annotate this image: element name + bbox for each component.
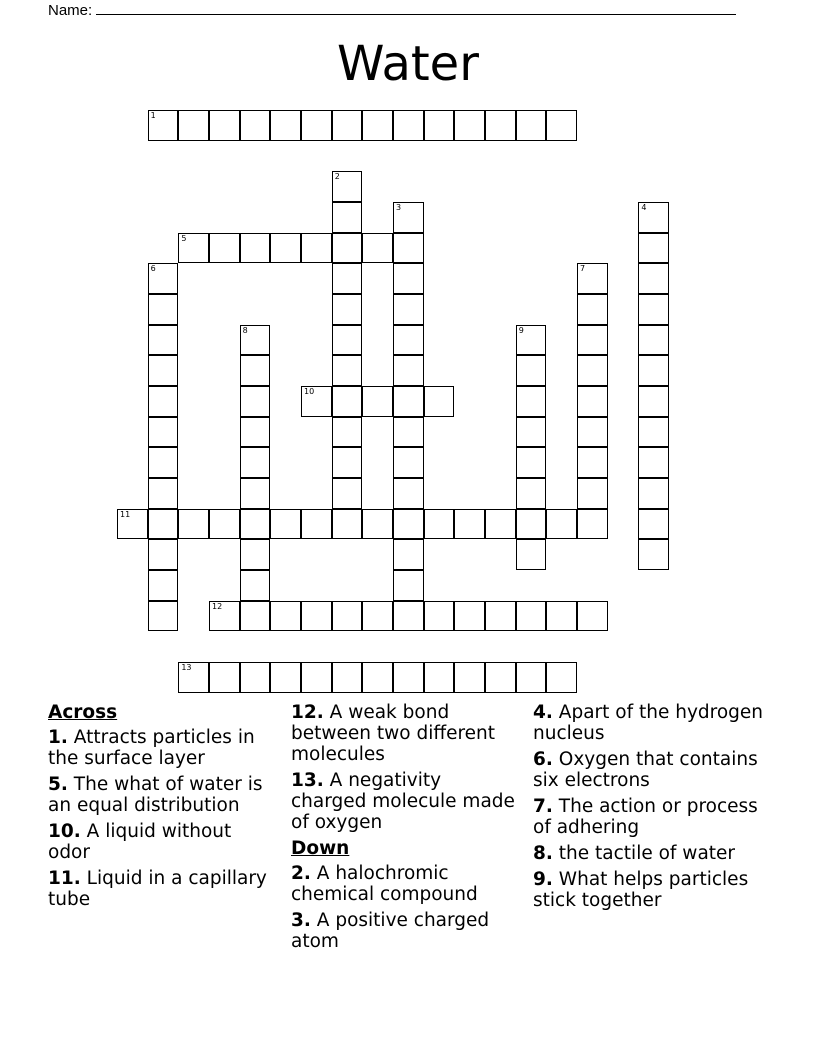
grid-cell[interactable] <box>454 662 485 693</box>
clue-number: 10 <box>304 387 315 397</box>
grid-cell[interactable] <box>148 386 179 417</box>
grid-cell[interactable] <box>424 601 455 632</box>
grid-cell[interactable] <box>301 233 332 264</box>
grid-cell[interactable] <box>638 509 669 540</box>
grid-cell[interactable] <box>638 386 669 417</box>
grid-cell[interactable] <box>516 601 547 632</box>
grid-cell[interactable] <box>577 263 608 294</box>
grid-cell[interactable] <box>393 539 424 570</box>
grid-cell[interactable] <box>240 355 271 386</box>
grid-cell[interactable] <box>362 110 393 141</box>
grid-cell[interactable] <box>332 171 363 202</box>
grid-cell[interactable] <box>362 662 393 693</box>
clue-column-1 <box>48 702 278 915</box>
clue-across-1: 1. Attracts particles in the surface layer <box>48 727 255 769</box>
puzzle-title: Water <box>337 36 479 92</box>
grid-cell[interactable] <box>638 202 669 233</box>
grid-cell[interactable] <box>546 601 577 632</box>
grid-cell[interactable] <box>209 110 240 141</box>
grid-cell[interactable] <box>240 386 271 417</box>
clue-number: 5 <box>181 233 187 243</box>
grid-cell[interactable] <box>148 355 179 386</box>
grid-cell[interactable] <box>270 233 301 264</box>
grid-cell[interactable] <box>393 570 424 601</box>
grid-cell[interactable] <box>485 662 516 693</box>
grid-cell[interactable] <box>362 386 393 417</box>
down-header: Down <box>291 838 350 859</box>
clue-across-10: 10. A liquid without odor <box>48 821 232 863</box>
grid-cell[interactable] <box>393 509 424 540</box>
grid-cell[interactable] <box>546 110 577 141</box>
grid-cell[interactable] <box>577 478 608 509</box>
grid-cell[interactable] <box>301 386 332 417</box>
grid-cell[interactable] <box>209 662 240 693</box>
grid-cell[interactable] <box>301 662 332 693</box>
grid-cell[interactable] <box>240 509 271 540</box>
grid-cell[interactable] <box>516 355 547 386</box>
grid-cell[interactable] <box>332 202 363 233</box>
grid-cell[interactable] <box>516 447 547 478</box>
grid-cell[interactable] <box>424 386 455 417</box>
grid-cell[interactable] <box>638 355 669 386</box>
grid-cell[interactable] <box>301 110 332 141</box>
grid-cell[interactable] <box>516 509 547 540</box>
clue-column-2 <box>291 702 521 957</box>
clue-down-3: 3. A positive charged atom <box>291 910 490 952</box>
grid-cell[interactable] <box>270 509 301 540</box>
grid-cell[interactable] <box>577 417 608 448</box>
grid-cell[interactable] <box>332 417 363 448</box>
grid-cell[interactable] <box>332 355 363 386</box>
grid-cell[interactable] <box>332 662 363 693</box>
clue-across-11: 11. Liquid in a capillary tube <box>48 868 267 910</box>
clue-number: 13 <box>181 663 192 673</box>
grid-cell[interactable] <box>577 325 608 356</box>
clue-number: 1 <box>150 111 156 120</box>
grid-cell[interactable] <box>332 233 363 264</box>
grid-cell[interactable] <box>209 509 240 540</box>
grid-cell[interactable] <box>117 509 148 540</box>
grid-cell[interactable] <box>240 110 271 141</box>
grid-cell[interactable] <box>332 325 363 356</box>
clue-across-12: 12. A weak bond between two different molecules <box>291 702 496 765</box>
grid-cell[interactable] <box>332 263 363 294</box>
grid-cell[interactable] <box>577 294 608 325</box>
grid-cell[interactable] <box>424 509 455 540</box>
grid-cell[interactable] <box>393 386 424 417</box>
grid-cell[interactable] <box>332 386 363 417</box>
grid-cell[interactable] <box>577 601 608 632</box>
grid-cell[interactable] <box>516 662 547 693</box>
grid-cell[interactable] <box>393 417 424 448</box>
grid-cell[interactable] <box>516 110 547 141</box>
grid-cell[interactable] <box>240 478 271 509</box>
grid-cell[interactable] <box>209 601 240 632</box>
grid-cell[interactable] <box>240 447 271 478</box>
grid-cell[interactable] <box>516 417 547 448</box>
grid-cell[interactable] <box>485 509 516 540</box>
grid-cell[interactable] <box>240 417 271 448</box>
grid-cell[interactable] <box>485 110 516 141</box>
grid-cell[interactable] <box>516 539 547 570</box>
grid-cell[interactable] <box>332 601 363 632</box>
grid-cell[interactable] <box>240 601 271 632</box>
grid-cell[interactable] <box>577 355 608 386</box>
grid-cell[interactable] <box>148 110 179 141</box>
grid-cell[interactable] <box>393 662 424 693</box>
grid-cell[interactable] <box>393 294 424 325</box>
grid-cell[interactable] <box>454 601 485 632</box>
grid-cell[interactable] <box>209 233 240 264</box>
grid-cell[interactable] <box>577 509 608 540</box>
grid-cell[interactable] <box>516 478 547 509</box>
grid-cell[interactable] <box>332 447 363 478</box>
name-label: Name: <box>48 2 93 19</box>
grid-cell[interactable] <box>638 478 669 509</box>
grid-cell[interactable] <box>148 447 179 478</box>
grid-cell[interactable] <box>454 509 485 540</box>
grid-cell[interactable] <box>148 417 179 448</box>
grid-cell[interactable] <box>178 110 209 141</box>
grid-cell[interactable] <box>362 233 393 264</box>
clue-down-4: 4. Apart of the hydrogen nucleus <box>533 702 764 744</box>
clue-number: 2 <box>334 172 340 182</box>
grid-cell[interactable] <box>638 263 669 294</box>
grid-cell[interactable] <box>546 662 577 693</box>
grid-cell[interactable] <box>393 202 424 233</box>
grid-cell[interactable] <box>178 662 209 693</box>
grid-cell[interactable] <box>148 509 179 540</box>
clue-number: 6 <box>150 264 156 274</box>
grid-cell[interactable] <box>332 110 363 141</box>
grid-cell[interactable] <box>516 325 547 356</box>
grid-cell[interactable] <box>301 601 332 632</box>
grid-cell[interactable] <box>393 601 424 632</box>
grid-cell[interactable] <box>332 294 363 325</box>
grid-cell[interactable] <box>393 325 424 356</box>
grid-cell[interactable] <box>148 539 179 570</box>
clue-number: 8 <box>242 325 248 335</box>
grid-cell[interactable] <box>270 110 301 141</box>
grid-cell[interactable] <box>393 110 424 141</box>
clue-number: 12 <box>212 601 223 611</box>
grid-cell[interactable] <box>577 386 608 417</box>
grid-cell[interactable] <box>362 509 393 540</box>
grid-cell[interactable] <box>240 539 271 570</box>
clue-number: 4 <box>641 203 647 212</box>
grid-cell[interactable] <box>362 601 393 632</box>
grid-cell[interactable] <box>638 325 669 356</box>
grid-cell[interactable] <box>638 447 669 478</box>
grid-cell[interactable] <box>240 662 271 693</box>
grid-cell[interactable] <box>638 233 669 264</box>
grid-cell[interactable] <box>332 478 363 509</box>
grid-cell[interactable] <box>424 110 455 141</box>
clue-down-8: 8. the tactile of water <box>533 843 736 864</box>
clue-down-2: 2. A halochromic chemical compound <box>291 863 478 905</box>
grid-cell[interactable] <box>393 355 424 386</box>
grid-cell[interactable] <box>148 263 179 294</box>
grid-cell[interactable] <box>393 263 424 294</box>
clue-down-6: 6. Oxygen that contains six electrons <box>533 749 758 791</box>
grid-cell[interactable] <box>240 570 271 601</box>
grid-cell[interactable] <box>516 386 547 417</box>
clue-number: 11 <box>120 509 131 519</box>
grid-cell[interactable] <box>270 662 301 693</box>
clue-number: 3 <box>396 203 402 212</box>
grid-cell[interactable] <box>148 478 179 509</box>
grid-cell[interactable] <box>332 509 363 540</box>
clue-down-7: 7. The action or process of adhering <box>533 796 758 838</box>
clue-number: 7 <box>580 264 586 274</box>
clue-column-3 <box>533 702 773 916</box>
clue-number: 9 <box>518 325 524 335</box>
grid-cell[interactable] <box>393 233 424 264</box>
grid-cell[interactable] <box>638 294 669 325</box>
grid-cell[interactable] <box>393 478 424 509</box>
grid-cell[interactable] <box>485 601 516 632</box>
grid-cell[interactable] <box>148 601 179 632</box>
across-header: Across <box>48 702 118 723</box>
grid-cell[interactable] <box>240 233 271 264</box>
grid-cell[interactable] <box>178 233 209 264</box>
grid-cell[interactable] <box>638 539 669 570</box>
grid-cell[interactable] <box>178 509 209 540</box>
grid-cell[interactable] <box>301 509 332 540</box>
grid-cell[interactable] <box>454 110 485 141</box>
grid-cell[interactable] <box>148 294 179 325</box>
grid-cell[interactable] <box>270 601 301 632</box>
grid-cell[interactable] <box>148 570 179 601</box>
grid-cell[interactable] <box>240 325 271 356</box>
grid-cell[interactable] <box>577 447 608 478</box>
grid-cell[interactable] <box>148 325 179 356</box>
grid-cell[interactable] <box>546 509 577 540</box>
clue-down-9: 9. What helps particles stick together <box>533 869 749 911</box>
grid-cell[interactable] <box>424 662 455 693</box>
clue-across-5: 5. The what of water is an equal distribution <box>48 774 263 816</box>
grid-cell[interactable] <box>393 447 424 478</box>
clue-across-13: 13. A negativity charged molecule made of oxygen <box>291 770 515 833</box>
grid-cell[interactable] <box>638 417 669 448</box>
